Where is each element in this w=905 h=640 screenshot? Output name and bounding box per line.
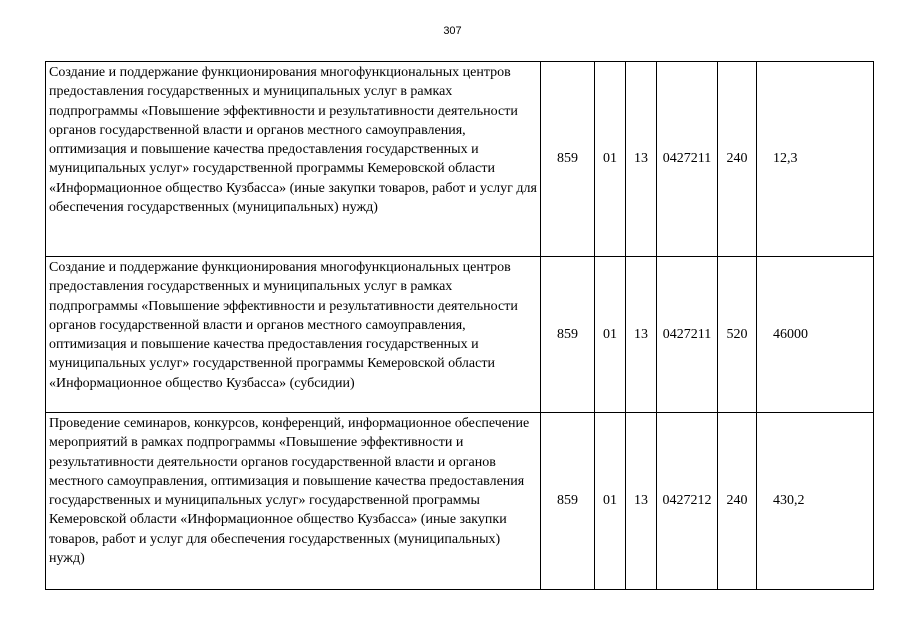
expense-type-code: 240 [718,62,757,257]
subsection-code: 13 [626,413,657,590]
amount-value: 430,2 [757,413,874,590]
ministry-code: 859 [541,257,595,413]
expense-type-code: 520 [718,257,757,413]
subsection-code: 13 [626,62,657,257]
target-article-code: 0427211 [657,257,718,413]
section-code: 01 [595,62,626,257]
table-row [46,62,874,257]
subsection-code: 13 [626,257,657,413]
ministry-code: 859 [541,413,595,590]
ministry-code: 859 [541,62,595,257]
row-description: Проведение семинаров, конкурсов, конференций, информационное обеспечение мероприятий в рамках подпрограммы «Повышение эффективности и результативности деятельности органов государственной власти и органов местного самоуправления, оптимизация и повышение качества предоставления государственных и муниципальных услуг» государственной программы Кемеровской области «Информационное общество Кузбасса» (иные закупки товаров, работ и услуг для обеспечения государственных (муниципальных) нужд) [46,413,541,590]
amount-value: 12,3 [757,62,874,257]
target-article-code: 0427212 [657,413,718,590]
table-row [46,257,874,413]
section-code: 01 [595,257,626,413]
table-row [46,413,874,590]
amount-value: 46000 [757,257,874,413]
target-article-code: 0427211 [657,62,718,257]
row-description: Создание и поддержание функционирования многофункциональных центров предоставления государственных и муниципальных услуг в рамках подпрограммы «Повышение эффективности и результативности деятельности органов государственной власти и органов местного самоуправления, оптимизация и повышение качества предоставления государственных и муниципальных услуг» государственной программы Кемеровской области «Информационное общество Кузбасса» (иные закупки товаров, работ и услуг для обеспечения государственных (муниципальных) нужд) [46,62,541,257]
section-code: 01 [595,413,626,590]
row-description: Создание и поддержание функционирования многофункциональных центров предоставления государственных и муниципальных услуг в рамках подпрограммы «Повышение эффективности и результативности деятельности органов государственной власти и органов местного самоуправления, оптимизация и повышение качества предоставления государственных и муниципальных услуг» государственной программы Кемеровской области «Информационное общество Кузбасса» (субсидии) [46,257,541,413]
expense-type-code: 240 [718,413,757,590]
page-number: 307 [443,25,462,37]
budget-table [45,61,874,590]
